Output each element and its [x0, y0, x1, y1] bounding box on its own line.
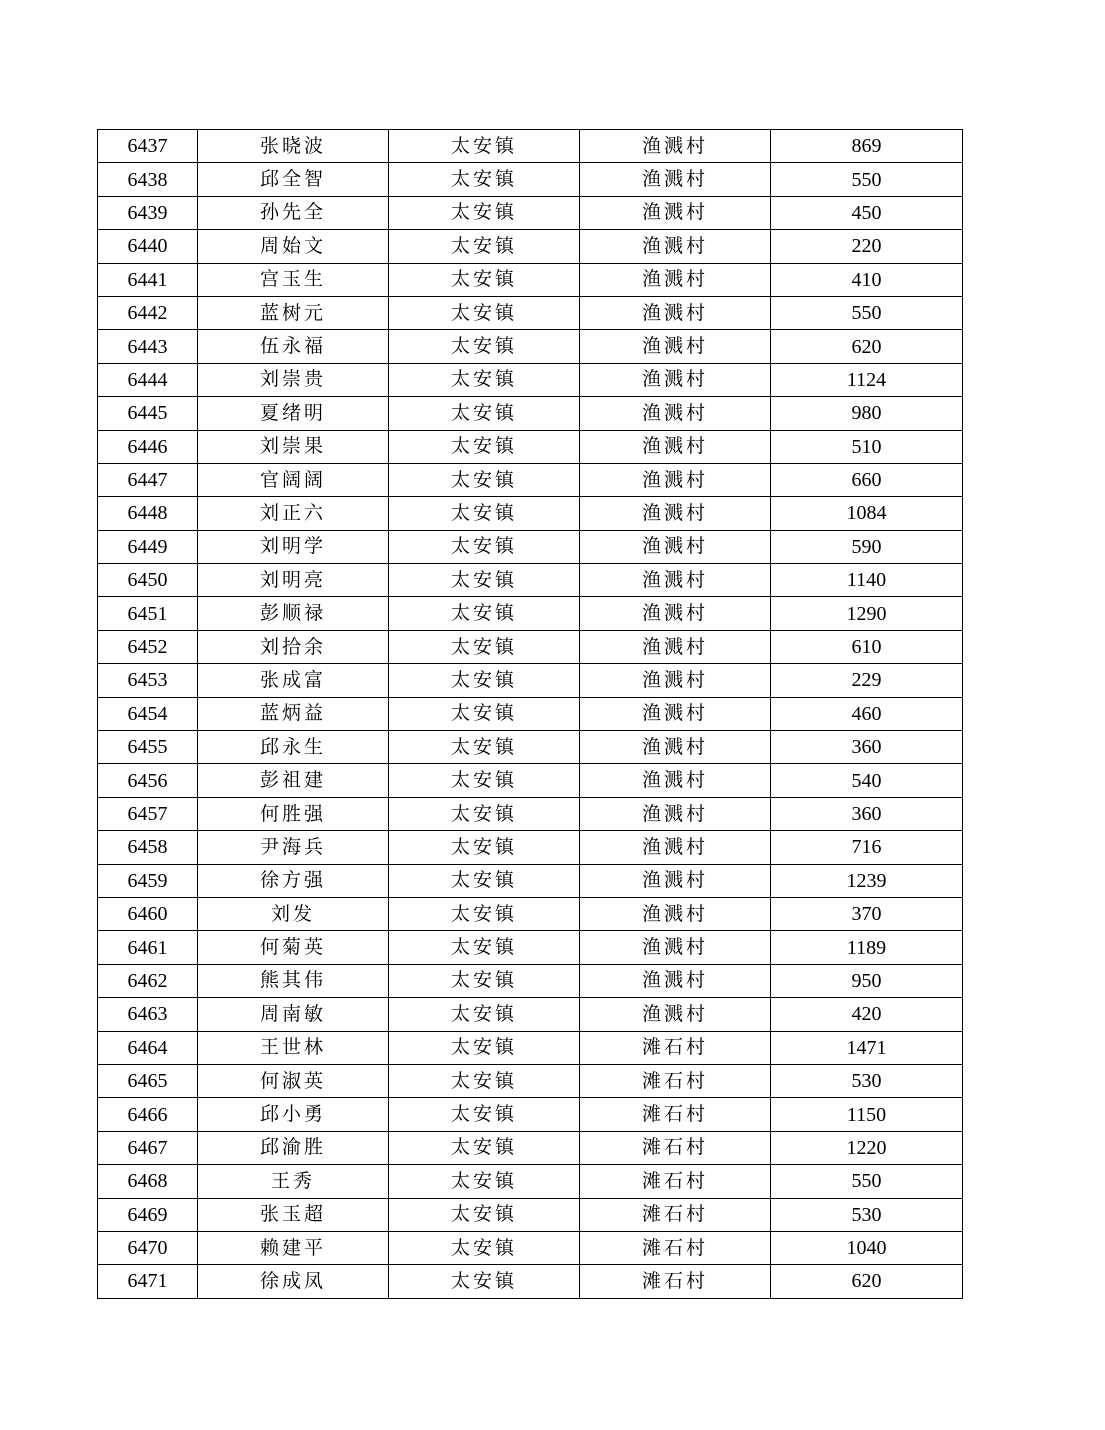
amount-cell: 1124	[771, 363, 963, 396]
row-number-cell: 6449	[98, 530, 198, 563]
row-number-cell: 6465	[98, 1064, 198, 1097]
table-row	[98, 1198, 963, 1231]
town-cell: 太安镇	[389, 964, 580, 997]
table-row	[98, 463, 963, 496]
town-cell: 太安镇	[389, 196, 580, 229]
table-row	[98, 797, 963, 830]
town-cell: 太安镇	[389, 797, 580, 830]
village-cell: 渔溅村	[580, 230, 771, 263]
village-cell: 滩石村	[580, 1131, 771, 1164]
table-row	[98, 196, 963, 229]
town-cell: 太安镇	[389, 263, 580, 296]
village-cell: 渔溅村	[580, 731, 771, 764]
row-number-cell: 6457	[98, 797, 198, 830]
table-row	[98, 731, 963, 764]
village-cell: 渔溅村	[580, 998, 771, 1031]
table-row	[98, 998, 963, 1031]
village-cell: 滩石村	[580, 1098, 771, 1131]
amount-cell: 530	[771, 1064, 963, 1097]
table-row	[98, 1031, 963, 1064]
person-name-cell: 邱永生	[198, 731, 389, 764]
row-number-cell: 6469	[98, 1198, 198, 1231]
town-cell: 太安镇	[389, 530, 580, 563]
person-name-cell: 官阔阔	[198, 463, 389, 496]
amount-cell: 1189	[771, 931, 963, 964]
town-cell: 太安镇	[389, 296, 580, 329]
town-cell: 太安镇	[389, 731, 580, 764]
roster-table	[97, 129, 963, 1299]
village-cell: 滩石村	[580, 1165, 771, 1198]
amount-cell: 1220	[771, 1131, 963, 1164]
table-row	[98, 397, 963, 430]
town-cell: 太安镇	[389, 897, 580, 930]
town-cell: 太安镇	[389, 1165, 580, 1198]
row-number-cell: 6462	[98, 964, 198, 997]
row-number-cell: 6452	[98, 630, 198, 663]
amount-cell: 950	[771, 964, 963, 997]
amount-cell: 980	[771, 397, 963, 430]
amount-cell: 1239	[771, 864, 963, 897]
village-cell: 渔溅村	[580, 797, 771, 830]
row-number-cell: 6438	[98, 163, 198, 196]
village-cell: 渔溅村	[580, 630, 771, 663]
town-cell: 太安镇	[389, 130, 580, 163]
amount-cell: 1150	[771, 1098, 963, 1131]
amount-cell: 450	[771, 196, 963, 229]
amount-cell: 360	[771, 731, 963, 764]
village-cell: 渔溅村	[580, 463, 771, 496]
person-name-cell: 刘拾余	[198, 630, 389, 663]
table-row	[98, 230, 963, 263]
person-name-cell: 徐成凤	[198, 1265, 389, 1298]
amount-cell: 1471	[771, 1031, 963, 1064]
amount-cell: 716	[771, 831, 963, 864]
person-name-cell: 何淑英	[198, 1064, 389, 1097]
row-number-cell: 6460	[98, 897, 198, 930]
village-cell: 滩石村	[580, 1231, 771, 1264]
row-number-cell: 6461	[98, 931, 198, 964]
village-cell: 渔溅村	[580, 564, 771, 597]
person-name-cell: 彭顺禄	[198, 597, 389, 630]
table-row	[98, 130, 963, 163]
row-number-cell: 6445	[98, 397, 198, 430]
amount-cell: 1140	[771, 564, 963, 597]
amount-cell: 530	[771, 1198, 963, 1231]
amount-cell: 410	[771, 263, 963, 296]
village-cell: 渔溅村	[580, 163, 771, 196]
person-name-cell: 宫玉生	[198, 263, 389, 296]
row-number-cell: 6437	[98, 130, 198, 163]
table-row	[98, 330, 963, 363]
row-number-cell: 6448	[98, 497, 198, 530]
person-name-cell: 刘崇贵	[198, 363, 389, 396]
amount-cell: 550	[771, 1165, 963, 1198]
person-name-cell: 何胜强	[198, 797, 389, 830]
amount-cell: 360	[771, 797, 963, 830]
town-cell: 太安镇	[389, 931, 580, 964]
row-number-cell: 6443	[98, 330, 198, 363]
person-name-cell: 邱全智	[198, 163, 389, 196]
village-cell: 渔溅村	[580, 530, 771, 563]
town-cell: 太安镇	[389, 230, 580, 263]
amount-cell: 590	[771, 530, 963, 563]
town-cell: 太安镇	[389, 664, 580, 697]
amount-cell: 550	[771, 163, 963, 196]
amount-cell: 460	[771, 697, 963, 730]
village-cell: 渔溅村	[580, 764, 771, 797]
row-number-cell: 6470	[98, 1231, 198, 1264]
person-name-cell: 刘正六	[198, 497, 389, 530]
village-cell: 渔溅村	[580, 897, 771, 930]
person-name-cell: 熊其伟	[198, 964, 389, 997]
person-name-cell: 伍永福	[198, 330, 389, 363]
row-number-cell: 6439	[98, 196, 198, 229]
row-number-cell: 6446	[98, 430, 198, 463]
town-cell: 太安镇	[389, 330, 580, 363]
town-cell: 太安镇	[389, 564, 580, 597]
row-number-cell: 6447	[98, 463, 198, 496]
village-cell: 渔溅村	[580, 664, 771, 697]
town-cell: 太安镇	[389, 1098, 580, 1131]
row-number-cell: 6467	[98, 1131, 198, 1164]
row-number-cell: 6450	[98, 564, 198, 597]
row-number-cell: 6440	[98, 230, 198, 263]
amount-cell: 370	[771, 897, 963, 930]
amount-cell: 1084	[771, 497, 963, 530]
amount-cell: 1040	[771, 1231, 963, 1264]
person-name-cell: 刘发	[198, 897, 389, 930]
person-name-cell: 彭祖建	[198, 764, 389, 797]
town-cell: 太安镇	[389, 998, 580, 1031]
town-cell: 太安镇	[389, 630, 580, 663]
village-cell: 渔溅村	[580, 196, 771, 229]
village-cell: 渔溅村	[580, 263, 771, 296]
table-row	[98, 931, 963, 964]
row-number-cell: 6453	[98, 664, 198, 697]
table-row	[98, 497, 963, 530]
town-cell: 太安镇	[389, 430, 580, 463]
village-cell: 渔溅村	[580, 964, 771, 997]
village-cell: 滩石村	[580, 1031, 771, 1064]
row-number-cell: 6459	[98, 864, 198, 897]
table-row	[98, 831, 963, 864]
town-cell: 太安镇	[389, 463, 580, 496]
town-cell: 太安镇	[389, 1064, 580, 1097]
person-name-cell: 夏绪明	[198, 397, 389, 430]
row-number-cell: 6455	[98, 731, 198, 764]
town-cell: 太安镇	[389, 1265, 580, 1298]
person-name-cell: 周南敏	[198, 998, 389, 1031]
town-cell: 太安镇	[389, 1031, 580, 1064]
row-number-cell: 6456	[98, 764, 198, 797]
table-row	[98, 630, 963, 663]
village-cell: 渔溅村	[580, 130, 771, 163]
table-row	[98, 764, 963, 797]
town-cell: 太安镇	[389, 397, 580, 430]
amount-cell: 660	[771, 463, 963, 496]
amount-cell: 420	[771, 998, 963, 1031]
amount-cell: 510	[771, 430, 963, 463]
row-number-cell: 6441	[98, 263, 198, 296]
town-cell: 太安镇	[389, 864, 580, 897]
person-name-cell: 刘明学	[198, 530, 389, 563]
person-name-cell: 刘崇果	[198, 430, 389, 463]
table-row	[98, 530, 963, 563]
person-name-cell: 赖建平	[198, 1231, 389, 1264]
village-cell: 渔溅村	[580, 296, 771, 329]
row-number-cell: 6442	[98, 296, 198, 329]
town-cell: 太安镇	[389, 597, 580, 630]
person-name-cell: 张成富	[198, 664, 389, 697]
town-cell: 太安镇	[389, 764, 580, 797]
amount-cell: 229	[771, 664, 963, 697]
town-cell: 太安镇	[389, 163, 580, 196]
table-row	[98, 1098, 963, 1131]
table-row	[98, 163, 963, 196]
row-number-cell: 6466	[98, 1098, 198, 1131]
village-cell: 渔溅村	[580, 597, 771, 630]
person-name-cell: 尹海兵	[198, 831, 389, 864]
table-row	[98, 697, 963, 730]
table-row	[98, 1231, 963, 1264]
amount-cell: 620	[771, 330, 963, 363]
person-name-cell: 刘明亮	[198, 564, 389, 597]
table-row	[98, 263, 963, 296]
village-cell: 渔溅村	[580, 697, 771, 730]
village-cell: 滩石村	[580, 1265, 771, 1298]
village-cell: 渔溅村	[580, 931, 771, 964]
town-cell: 太安镇	[389, 1231, 580, 1264]
amount-cell: 1290	[771, 597, 963, 630]
person-name-cell: 张晓波	[198, 130, 389, 163]
person-name-cell: 邱小勇	[198, 1098, 389, 1131]
table-row	[98, 564, 963, 597]
town-cell: 太安镇	[389, 1198, 580, 1231]
row-number-cell: 6451	[98, 597, 198, 630]
table-row	[98, 864, 963, 897]
person-name-cell: 蓝树元	[198, 296, 389, 329]
town-cell: 太安镇	[389, 497, 580, 530]
person-name-cell: 王世林	[198, 1031, 389, 1064]
amount-cell: 610	[771, 630, 963, 663]
row-number-cell: 6468	[98, 1165, 198, 1198]
person-name-cell: 张玉超	[198, 1198, 389, 1231]
roster-table-body	[98, 130, 963, 1299]
row-number-cell: 6464	[98, 1031, 198, 1064]
village-cell: 渔溅村	[580, 497, 771, 530]
amount-cell: 220	[771, 230, 963, 263]
table-row	[98, 1165, 963, 1198]
row-number-cell: 6444	[98, 363, 198, 396]
table-row	[98, 1064, 963, 1097]
amount-cell: 540	[771, 764, 963, 797]
table-row	[98, 964, 963, 997]
village-cell: 渔溅村	[580, 330, 771, 363]
row-number-cell: 6463	[98, 998, 198, 1031]
village-cell: 渔溅村	[580, 831, 771, 864]
amount-cell: 620	[771, 1265, 963, 1298]
row-number-cell: 6471	[98, 1265, 198, 1298]
amount-cell: 550	[771, 296, 963, 329]
table-row	[98, 296, 963, 329]
person-name-cell: 周始文	[198, 230, 389, 263]
village-cell: 滩石村	[580, 1198, 771, 1231]
table-row	[98, 897, 963, 930]
person-name-cell: 邱渝胜	[198, 1131, 389, 1164]
person-name-cell: 蓝炳益	[198, 697, 389, 730]
village-cell: 滩石村	[580, 1064, 771, 1097]
town-cell: 太安镇	[389, 697, 580, 730]
row-number-cell: 6454	[98, 697, 198, 730]
village-cell: 渔溅村	[580, 430, 771, 463]
person-name-cell: 孙先全	[198, 196, 389, 229]
table-row	[98, 597, 963, 630]
person-name-cell: 徐方强	[198, 864, 389, 897]
town-cell: 太安镇	[389, 1131, 580, 1164]
table-row	[98, 363, 963, 396]
town-cell: 太安镇	[389, 363, 580, 396]
village-cell: 渔溅村	[580, 397, 771, 430]
person-name-cell: 王秀	[198, 1165, 389, 1198]
town-cell: 太安镇	[389, 831, 580, 864]
person-name-cell: 何菊英	[198, 931, 389, 964]
village-cell: 渔溅村	[580, 864, 771, 897]
table-row	[98, 430, 963, 463]
table-row	[98, 664, 963, 697]
table-row	[98, 1265, 963, 1298]
village-cell: 渔溅村	[580, 363, 771, 396]
amount-cell: 869	[771, 130, 963, 163]
row-number-cell: 6458	[98, 831, 198, 864]
table-row	[98, 1131, 963, 1164]
